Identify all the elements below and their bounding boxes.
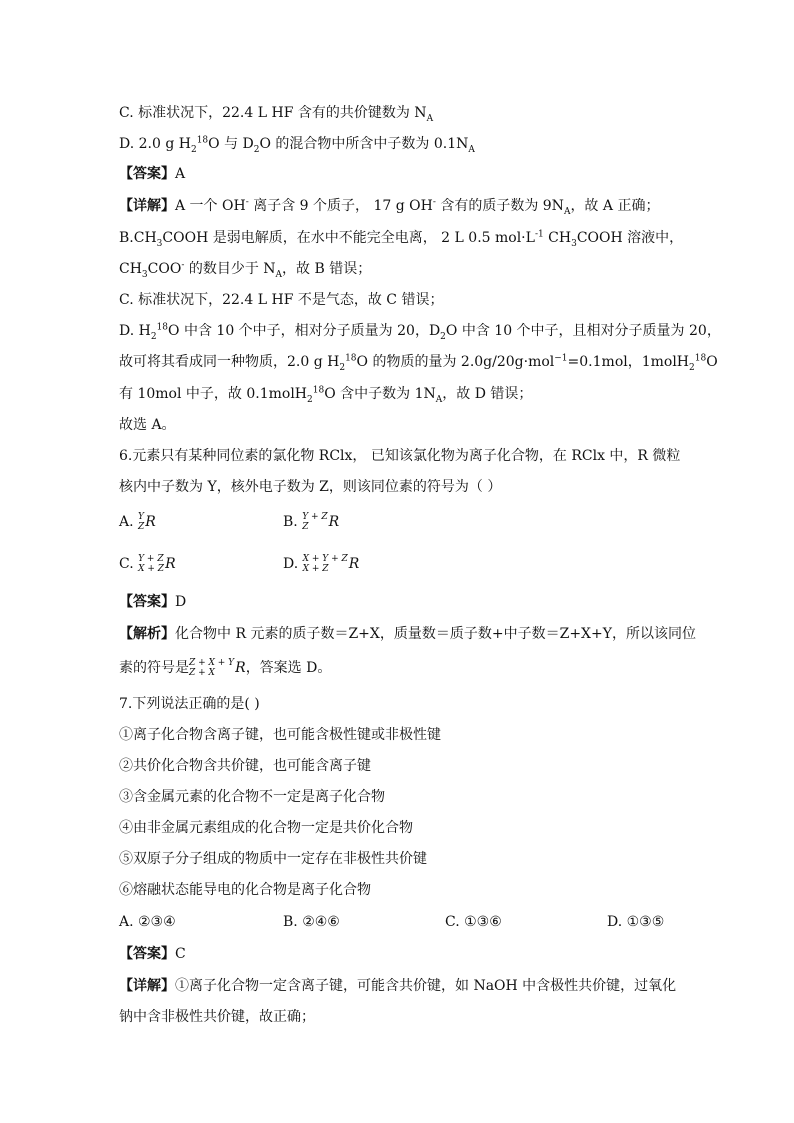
- q5-detail-line-3: $CH_3COO^-$ 的数目少于 $N_A$，故 B 错误；: [119, 260, 372, 280]
- q7-stem: 7.下列说法正确的是( ): [119, 696, 260, 712]
- q7-option-b: B. ②④⑥: [283, 914, 340, 930]
- q7-statement-4: ④由非金属元素组成的化合物一定是共价化合物: [119, 820, 413, 836]
- q5-option-c: C. 标准状况下，22.4 L HF 含有的共价键数为 $N_A$: [119, 105, 434, 124]
- q7-statement-3: ③含金属元素的化合物不一定是离子化合物: [119, 789, 385, 805]
- q7-statement-1: ①离子化合物含离子键，也可能含极性键或非极性键: [119, 727, 441, 743]
- q5-detail-line-5: D. $H_2^{18}O$ 中含 10 个中子，相对分子质量为 20，$D_2O$ 中含 10 个中子，且相对分子质量为 20，: [119, 322, 721, 342]
- q5-detail-line-6: 故可将其看成同一种物质，2.0 g $H_2^{18}O$ 的物质的量为 2.0g/20g·mol$^{-1}$=0.1mol，1molH$_2^{18}$O: [119, 353, 718, 373]
- q7-detail-line-1: 【详解】①离子化合物一定含离子键，可能含共价键，如 NaOH 中含极性共价键，过氧化: [119, 978, 677, 994]
- q6-stem-line-2: 核内中子数为 Y，核外电子数为 Z，则该同位素的符号为（ ）: [119, 479, 502, 495]
- q7-option-d: D. ①③⑤: [607, 914, 665, 930]
- q5-detail-line-8: 故选 A。: [119, 417, 176, 433]
- q6-option-c: C. Y + Z X + Z R: [119, 554, 176, 574]
- q5-detail-line-7: 有 10mol 中子，故 0.1molH$_2^{18}$O 含中子数为 $1N_A$，故 D 错误；: [119, 385, 533, 405]
- q7-answer: 【答案】C: [119, 946, 186, 962]
- q7-statement-2: ②共价化合物含共价键，也可能含离子键: [119, 758, 371, 774]
- q7-statement-5: ⑤双原子分子组成的物质中一定存在非极性共价键: [119, 851, 427, 867]
- q6-option-a: A. Y Z R: [119, 512, 156, 532]
- q7-statement-6: ⑥熔融状态能导电的化合物是离子化合物: [119, 882, 371, 898]
- q6-analysis-line-2: 素的符号是 Z + X + Y Z + X R ，答案选 D。: [119, 658, 332, 678]
- q6-analysis-line-1: 【解析】化合物中 R 元素的质子数＝Z+X，质量数＝质子数+中子数＝Z+X+Y，所以该同位: [119, 626, 696, 642]
- q5-detail-line-4: C. 标准状况下，22.4 L HF 不是气态，故 C 错误；: [119, 292, 444, 308]
- q7-option-a: A. ②③④: [119, 914, 176, 930]
- q6-answer: 【答案】D: [119, 594, 187, 610]
- q5-detail-line-1: 【详解】A 一个 OH- 离子含 9 个质子， 17 g OH- 含有的质子数为 $9N_A$，故 A 正确；: [119, 197, 660, 217]
- q5-answer: 【答案】A: [119, 166, 186, 182]
- q6-stem-line-1: 6.元素只有某种同位素的氯化物 RClx， 已知该氯化物为离子化合物，在 RClx 中，R 微粒: [119, 448, 681, 464]
- q7-detail-line-2: 钠中含非极性共价键，故正确；: [119, 1009, 315, 1025]
- q5-option-d: D. 2.0 g $H_2^{18}O$ 与 $D_2O$ 的混合物中所含中子数为 $0.1N_A$: [119, 135, 475, 155]
- q5-detail-line-2: $B.CH_3COOH$ 是弱电解质，在水中不能完全电离， 2 L 0.5 $mol\cdot L^{-1}$ $CH_3COOH$ 溶液中，: [119, 229, 684, 249]
- q6-option-d: D. X + Y + Z X + Z R: [283, 554, 360, 574]
- q6-option-b: B. Y + Z Z R: [283, 512, 340, 532]
- q7-option-c: C. ①③⑥: [445, 914, 502, 930]
